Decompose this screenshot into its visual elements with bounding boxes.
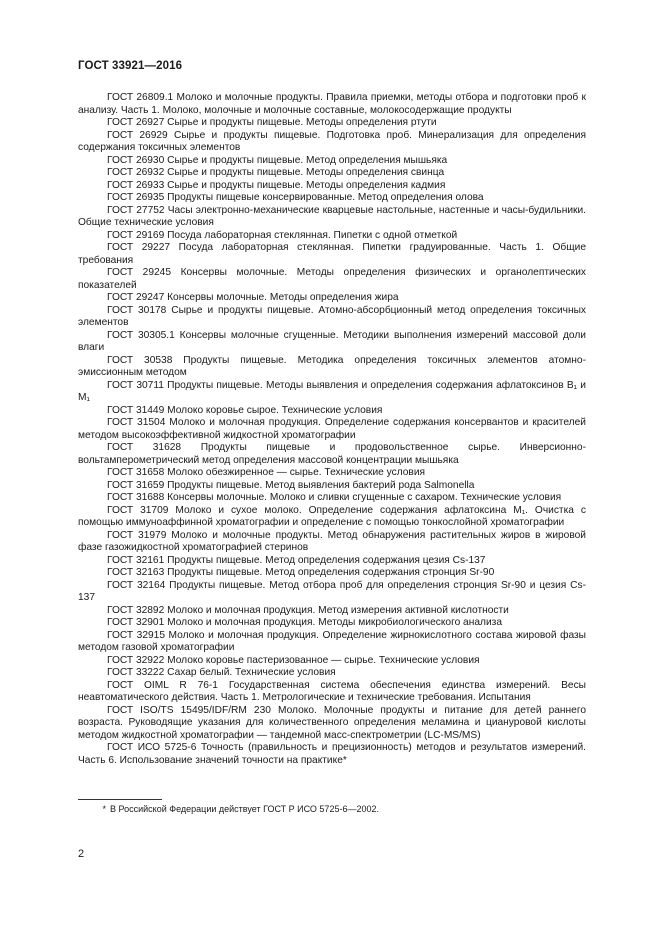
reference-entry: ГОСТ 32915 Молоко и молочная продукция. Определение жирнокислотного состава жировой фазы методом газовой хроматографии (78, 629, 586, 653)
reference-entry: ГОСТ 27752 Часы электронно-механические кварцевые настольные, настенные и часы-будильники. Общие технические условия (78, 204, 586, 228)
reference-entry: ГОСТ 26809.1 Молоко и молочные продукты. Правила приемки, методы отбора и подготовки проб к анализу. Часть 1. Молоко, молочные и молочные составные, молокосодержащие продукты (78, 92, 586, 116)
reference-entry: ГОСТ 29169 Посуда лабораторная стеклянная. Пипетки с одной отметкой (107, 229, 458, 241)
reference-entry: ГОСТ 30711 Продукты пищевые. Методы выявления и определения содержания афлатоксинов B₁ и M₁ (78, 379, 586, 403)
reference-entry: ГОСТ 26935 Продукты пищевые консервированные. Метод определения олова (107, 192, 484, 203)
reference-entry: ГОСТ 32164 Продукты пищевые. Метод отбора проб для определения стронция Sr-90 и цезия Cs-137 (78, 579, 586, 603)
reference-entry: ГОСТ 31628 Продукты пищевые и продовольственное сырье. Инверсионно-вольтамперометрический метод определения массовой концентрации мышьяка (78, 442, 586, 466)
reference-entry: ГОСТ 30178 Сырье и продукты пищевые. Атомно-абсорбционный метод определения токсичных элементов (78, 304, 586, 328)
reference-entry: ГОСТ 30538 Продукты пищевые. Методика определения токсичных элементов атомно-эмиссионным методом (78, 354, 586, 378)
reference-entry: ГОСТ 26932 Сырье и продукты пищевые. Методы определения свинца (107, 167, 445, 178)
reference-entry: ГОСТ 32901 Молоко и молочная продукция. Методы микробиологического анализа (107, 617, 502, 628)
document-header: ГОСТ 33921—2016 (78, 60, 183, 72)
normative-references-list (78, 92, 586, 767)
reference-entry: ГОСТ 31979 Молоко и молочные продукты. Метод обнаружения растительных жиров в жировой фазе газожидкостной хроматографией стеринов (78, 529, 586, 553)
reference-entry: ГОСТ 31504 Молоко и молочная продукция. Определение содержания консервантов и красителей методом высокоэффективной жидкостной хроматографии (78, 417, 586, 441)
reference-entry: ГОСТ OIML R 76-1 Государственная система обеспечения единства измерений. Весы неавтоматического действия. Часть 1. Метрологические и технические требования. Испытания (78, 679, 586, 703)
reference-entry: ГОСТ 30305.1 Консервы молочные сгущенные. Методики выполнения измерений массовой доли влаги (78, 329, 586, 353)
reference-entry: ГОСТ 31688 Консервы молочные. Молоко и сливки сгущенные с сахаром. Технические условия (107, 492, 562, 503)
page-number: 2 (78, 848, 85, 860)
reference-entry: ГОСТ 26930 Сырье и продукты пищевые. Метод определения мышьяка (107, 154, 448, 166)
reference-entry: ГОСТ 26929 Сырье и продукты пищевые. Подготовка проб. Минерализация для определения содержания токсичных элементов (78, 129, 586, 153)
footnote-mark: * (102, 804, 106, 814)
reference-entry: ГОСТ 29247 Консервы молочные. Методы определения жира (107, 292, 399, 303)
reference-entry: ГОСТ 32161 Продукты пищевые. Метод определения содержания цезия Cs-137 (107, 554, 486, 566)
reference-entry: ГОСТ ISO/TS 15495/IDF/RM 230 Молоко. Молочные продукты и питание для детей раннего возраста. Руководящие указания для количественного определения меламина и циануровой кислоты методом жидкостной хроматографии — тандемной масс-спектрометрии (LC-MS/MS) (78, 704, 586, 741)
reference-entry: ГОСТ 32163 Продукты пищевые. Метод определения содержания стронция Sr-90 (107, 567, 495, 578)
reference-entry: ГОСТ 31449 Молоко коровье сырое. Технические условия (107, 404, 383, 416)
reference-entry: ГОСТ 32892 Молоко и молочная продукция. Метод измерения активной кислотности (107, 604, 509, 616)
footnote (78, 804, 586, 814)
reference-entry: ГОСТ 31709 Молоко и сухое молоко. Определение содержания афлатоксина M₁. Очистка с помощью иммуноаффинной хроматографии и определение с помощью тонкослойной хроматографии (78, 504, 586, 528)
reference-entry: ГОСТ 31659 Продукты пищевые. Метод выявления бактерий рода Salmonella (107, 479, 475, 491)
reference-entry: ГОСТ 32922 Молоко коровье пастеризованное — сырье. Технические условия (107, 654, 480, 666)
reference-entry: ГОСТ 33222 Сахар белый. Технические условия (107, 667, 336, 678)
reference-entry: ГОСТ 31658 Молоко обезжиренное — сырье. Технические условия (107, 467, 426, 478)
reference-entry: ГОСТ 26933 Сырье и продукты пищевые. Методы определения кадмия (107, 179, 446, 191)
reference-entry: ГОСТ ИСО 5725-6 Точность (правильность и прецизионность) методов и результатов измерений. Часть 6. Использование значений точности на практике* (78, 742, 586, 766)
reference-entry: ГОСТ 29245 Консервы молочные. Методы определения физических и органолептических показателей (78, 267, 586, 291)
footnote-divider (78, 799, 162, 800)
reference-entry: ГОСТ 29227 Посуда лабораторная стеклянная. Пипетки градуированные. Часть 1. Общие требования (78, 242, 586, 266)
reference-entry: ГОСТ 26927 Сырье и продукты пищевые. Методы определения ртути (107, 117, 437, 128)
footnote-text: В Российской Федерации действует ГОСТ Р ИСО 5725-6—2002. (110, 804, 379, 814)
